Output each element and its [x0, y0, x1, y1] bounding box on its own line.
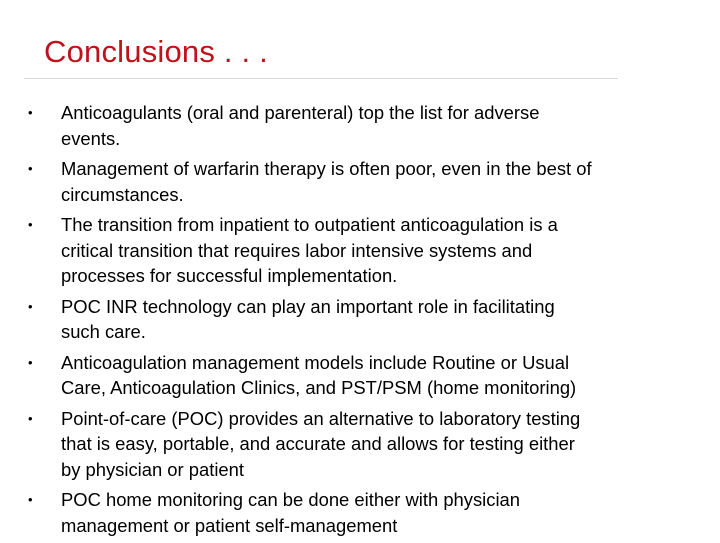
bullet-item	[0, 487, 720, 538]
bullet-text-line: POC home monitoring can be done either with physician	[61, 489, 520, 510]
bullet-text	[61, 350, 706, 401]
bullet-marker: •	[28, 217, 33, 232]
bullet-text-line: Care, Anticoagulation Clinics, and PST/PSM (home monitoring)	[61, 377, 577, 398]
bullet-text	[61, 294, 706, 345]
bullet-item	[0, 350, 720, 401]
bullet-item	[0, 294, 720, 345]
title-divider	[24, 78, 618, 79]
bullet-text-line: management or patient self-management	[61, 514, 398, 536]
bullet-text-line: The transition from inpatient to outpatient anticoagulation is a	[61, 214, 558, 235]
bullet-marker: •	[28, 105, 33, 120]
bullet-item	[0, 406, 720, 483]
slide-title: Conclusions . . .	[44, 34, 268, 69]
bullet-text-line: by physician or patient	[61, 458, 244, 480]
bullet-text-line: Anticoagulants (oral and parenteral) top the list for adverse	[61, 102, 540, 123]
bullet-text-line: events.	[61, 127, 121, 149]
bullet-item	[0, 100, 720, 151]
bullet-text-line: Point-of-care (POC) provides an alternative to laboratory testing	[61, 407, 581, 429]
bullet-text-line: circumstances.	[61, 183, 184, 205]
bullet-text-line: Management of warfarin therapy is often poor, even in the best of	[61, 158, 592, 179]
bullet-marker: •	[28, 492, 33, 507]
bullet-text-line: Anticoagulation management models include Routine or Usual	[61, 351, 570, 373]
bullet-text	[61, 156, 706, 207]
bullet-item	[0, 212, 720, 289]
bullet-text-line: such care.	[61, 321, 146, 342]
bullet-text	[61, 487, 706, 538]
bullet-marker: •	[28, 161, 33, 176]
bullet-text-line: processes for successful implementation.	[61, 265, 398, 286]
bullet-item	[0, 156, 720, 207]
bullet-marker: •	[28, 410, 33, 426]
bullet-marker: •	[28, 298, 33, 314]
bullet-text-line: that is easy, portable, and accurate and allows for testing either	[61, 433, 575, 454]
bullet-marker: •	[28, 354, 33, 370]
bullet-text	[61, 212, 706, 289]
bullet-text	[61, 100, 706, 151]
bullet-list	[0, 100, 720, 543]
bullet-text	[61, 406, 706, 483]
bullet-text-line: POC INR technology can play an important role in facilitating	[61, 295, 555, 317]
bullet-text-line: critical transition that requires labor intensive systems and	[61, 239, 533, 261]
